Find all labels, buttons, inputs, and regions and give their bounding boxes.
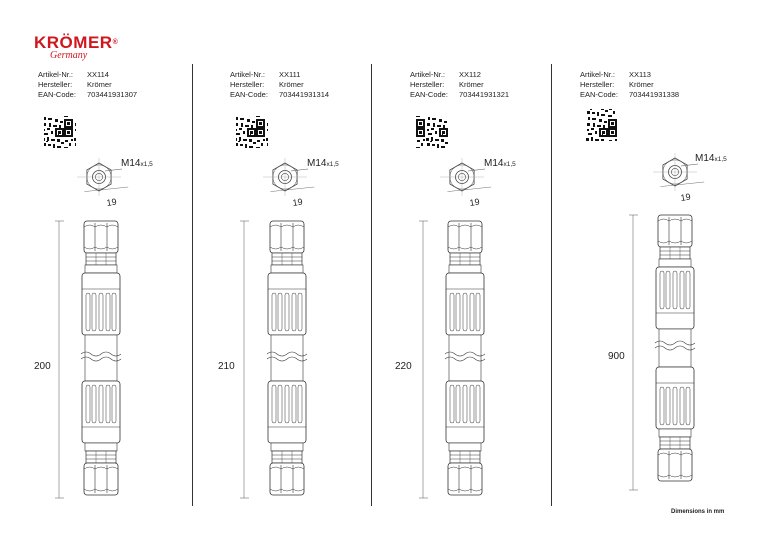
length-label: 900: [608, 351, 625, 362]
ean-value: 703441931321: [459, 90, 510, 99]
qr-code: [416, 116, 448, 148]
qr-code: [236, 116, 268, 148]
article-label: Artikel-Nr.:: [38, 70, 74, 79]
length-label: 210: [218, 361, 235, 372]
wrench-size-label: 19: [679, 191, 692, 203]
maker-label: Hersteller:: [410, 80, 445, 89]
wrench-size-label: 19: [468, 196, 481, 208]
article-number: XX113: [629, 70, 651, 79]
article-number: XX112: [459, 70, 481, 79]
ean-label: EAN-Code:: [410, 90, 448, 99]
wrench-size-label: 19: [105, 196, 118, 208]
ean-label: EAN-Code:: [230, 90, 268, 99]
hose-drawing: [267, 221, 307, 495]
ean-value: 703441931314: [279, 90, 330, 99]
brand-name: KRÖMER: [34, 33, 113, 52]
length-label: 200: [34, 361, 51, 372]
maker-value: Krömer: [87, 80, 112, 89]
brand-registered-mark: ®: [112, 39, 119, 46]
thread-size-label: M14x1,5: [307, 158, 339, 169]
maker-label: Hersteller:: [38, 80, 73, 89]
length-label: 220: [395, 361, 412, 372]
article-label: Artikel-Nr.:: [230, 70, 266, 79]
article-number: XX111: [279, 70, 301, 79]
maker-value: Krömer: [459, 80, 484, 89]
qr-code: [586, 109, 618, 141]
maker-value: Krömer: [279, 80, 304, 89]
article-label: Artikel-Nr.:: [580, 70, 616, 79]
qr-code: [44, 116, 76, 148]
ean-label: EAN-Code:: [580, 90, 618, 99]
maker-label: Hersteller:: [580, 80, 615, 89]
thread-size-label: M14x1,5: [695, 153, 727, 164]
ean-label: EAN-Code:: [38, 90, 76, 99]
wrench-size-label: 19: [291, 196, 304, 208]
thread-size-label: M14x1,5: [121, 158, 153, 169]
article-number: XX114: [87, 70, 109, 79]
hose-drawing: [81, 221, 121, 495]
hose-drawing: [445, 221, 485, 495]
brand-subtitle: Germany: [50, 50, 88, 61]
maker-label: Hersteller:: [230, 80, 265, 89]
ean-value: 703441931307: [87, 90, 138, 99]
hose-drawing: [655, 215, 695, 481]
maker-value: Krömer: [629, 80, 654, 89]
article-label: Artikel-Nr.:: [410, 70, 446, 79]
dimensions-note: Dimensions in mm: [671, 509, 725, 515]
thread-size-label: M14x1,5: [484, 158, 516, 169]
ean-value: 703441931338: [629, 90, 680, 99]
